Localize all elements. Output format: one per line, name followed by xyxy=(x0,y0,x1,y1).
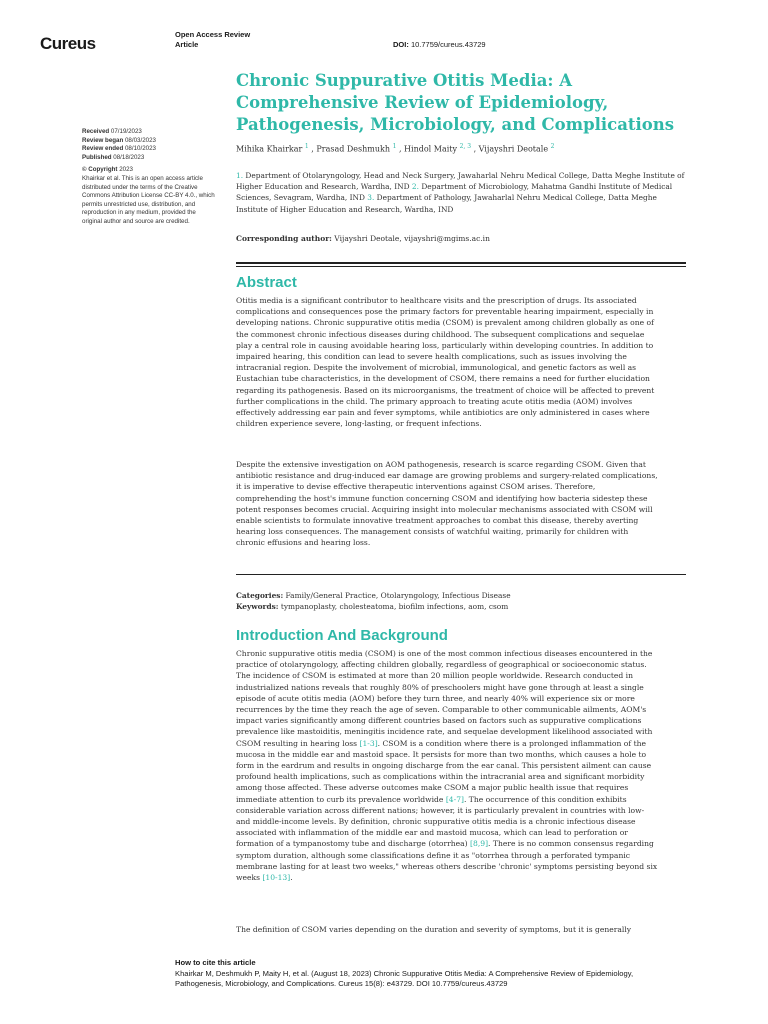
text-line xyxy=(236,827,688,838)
abstract-paragraph-1 xyxy=(236,295,688,429)
affiliation-text: Department of Microbiology, Mahatma Gandhi Institute of Medical Sciences, Sevagram, Wardha, IND xyxy=(236,182,673,203)
text-line xyxy=(236,693,688,704)
affiliation-number: 2. xyxy=(411,182,419,192)
author-affiliation-mark: 2, 3 xyxy=(459,143,472,150)
author-name[interactable]: Vijayshri Deotale xyxy=(478,144,549,154)
text-line: it is imperative to devise effective therapeutic interventions against CSOM arises. Therefore, xyxy=(236,482,596,492)
corresponding-value[interactable]: Vijayshri Deotale, vijayshri@mgims.ac.in xyxy=(331,234,490,243)
text-line xyxy=(236,850,688,861)
text-segment: profound health implications, such as complications within the intracranial area and significant morbidity xyxy=(236,772,645,782)
text-line: Despite the extensive investigation on AOM pathogenesis, research is scarce regarding CSOM. Given that xyxy=(236,460,646,469)
doi-value[interactable]: 10.7759/cureus.43729 xyxy=(410,40,486,49)
author-name[interactable]: Prasad Deshmukh xyxy=(316,144,391,154)
section-divider xyxy=(236,266,686,267)
author-name[interactable]: Hindol Maity xyxy=(404,144,458,154)
text-segment: recurrences by the time they reach the age of seven. Comparable to other communicable ailments, AOM's xyxy=(236,705,647,715)
text-segment: immediate attention to curb its prevalence worldwide xyxy=(236,794,446,804)
review-began-date xyxy=(82,137,217,146)
text-line xyxy=(236,715,688,726)
review-began-label: Review began xyxy=(82,136,124,144)
categories xyxy=(236,590,686,601)
cite-line: Pathogenesis, Microbiology, and Complications. Cureus 15(8): e43729. DOI 10.7759/cureus.43729 xyxy=(175,979,508,988)
text-line: developing nations. Chronic suppurative otitis media (CSOM) is prevalent among children globally as one of xyxy=(236,318,654,328)
text-line xyxy=(236,782,688,793)
text-segment: industrialized nations reveals that roughly 80% of preschoolers might have gone through at least a single xyxy=(236,682,644,692)
text-line: Eustachian tube characteristics, in the development of CSOM, there remains a need for further elucidation xyxy=(236,374,650,384)
abstract-paragraph-2 xyxy=(236,459,688,549)
keywords-value: tympanoplasty, cholesteatoma, biofilm infections, aom, csom xyxy=(278,602,509,611)
text-line: potent responses becomes crucial. Acquiring insight into molecular mechanisms associated with CSOM will xyxy=(236,504,653,514)
text-segment: symptom duration, although some classifications define it as "otorrhea through a perforated tympanic xyxy=(236,850,631,860)
text-line xyxy=(236,738,688,749)
text-line: play a central role in causing avoidable hearing loss, particularly within developing countries. In addition to xyxy=(236,340,654,350)
reference-link[interactable]: [1-3] xyxy=(359,738,378,748)
cite-label: How to cite this article xyxy=(175,958,256,967)
affiliations xyxy=(236,170,691,215)
text-line xyxy=(236,670,688,681)
keywords xyxy=(236,601,686,612)
received-label: Received xyxy=(82,128,110,135)
review-ended-date xyxy=(82,145,217,154)
section-divider xyxy=(236,574,686,575)
text-line xyxy=(236,648,688,659)
categories-value: Family/General Practice, Otolaryngology, Infectious Disease xyxy=(283,591,511,600)
author-separator: , xyxy=(308,144,317,154)
author-list xyxy=(236,143,676,154)
text-segment: among those affected. These adverse outcomes make CSOM a major public health issue that requires xyxy=(236,783,629,793)
reference-link[interactable]: [8,9] xyxy=(470,839,489,849)
text-segment: . The occurrence of this condition exhibits xyxy=(463,794,627,804)
text-line: enable scientists to formulate innovative treatment approaches to combat this disease, thereby averting xyxy=(236,516,639,526)
text-segment: . There is no common consensus regarding xyxy=(488,839,654,849)
review-ended-label: Review ended xyxy=(82,145,124,153)
introduction-paragraph-2 xyxy=(236,924,688,935)
categories-label: Categories: xyxy=(236,591,284,600)
introduction-paragraph-1 xyxy=(236,648,688,883)
copyright-year: 2023 xyxy=(117,166,133,174)
article-type-line1: Open Access Review xyxy=(175,30,251,39)
text-segment: considerable variation across different nations; however, it is particularly prevalent in countries with low- xyxy=(236,805,645,815)
section-divider xyxy=(236,262,686,264)
title-line: Chronic Suppurative Otitis Media: A xyxy=(236,71,573,90)
text-segment: prevalence like mastoiditis, meningitis incidence rate, and sequelae development likelihood associated with xyxy=(236,727,653,737)
text-line xyxy=(236,794,688,805)
text-segment: formation of a tympanostomy tube and discharge (otorrhea) xyxy=(236,839,471,849)
license-text: Khairkar et al. This is an open access article distributed under the terms of the Creative Commons Attribution License CC-BY 4.0., which permits unrestricted use, distribution, and reproduction in any medium, provided the original author and source are credited. xyxy=(82,174,215,225)
text-segment: Chronic suppurative otitis media (CSOM) is one of the most common infectious diseases encountered in the xyxy=(236,649,653,658)
article-type xyxy=(175,30,295,50)
author-affiliation-mark: 1 xyxy=(304,143,309,150)
keywords-label: Keywords: xyxy=(236,602,279,611)
text-line: children experience severe, long-lasting, or frequent infections. xyxy=(236,419,482,429)
text-segment: membrane lasting for at least two weeks," whereas others describe 'chronic' symptoms persisting beyond six xyxy=(236,861,658,871)
text-line: The definition of CSOM varies depending on the duration and severity of symptoms, but it is generally xyxy=(236,925,632,934)
text-line: comprehending the host's immune function concerning CSOM and identifying how bacteria sidestep these xyxy=(236,493,648,503)
text-line: Otitis media is a significant contributor to healthcare visits and the prescription of drugs. Its associated xyxy=(236,296,637,305)
text-line: regarding its pathogenesis. Based on its microorganisms, the treatment of choice will be affected to prevent xyxy=(236,385,655,395)
text-segment: form in the eardrum and results in ongoing discharge from the ear canal. This persistent ailment can cause xyxy=(236,761,652,771)
text-line xyxy=(236,805,688,816)
how-to-cite xyxy=(175,958,735,990)
cite-line: Khairkar M, Deshmukh P, Maity H, et al. (August 18, 2023) Chronic Suppurative Otitis Media: A Comprehensive Review of Epidemiology, xyxy=(175,968,634,978)
author-separator: , xyxy=(396,144,405,154)
text-line: the commonest chronic infectious diseases during childhood. The subsequent complications and sequelae xyxy=(236,329,645,339)
text-segment: weeks xyxy=(236,873,263,883)
introduction-heading: Introduction And Background xyxy=(236,627,448,644)
author-separator: , xyxy=(471,144,479,154)
text-line: complications and consequences pose the primary factors for preventable hearing impairment, especially in xyxy=(236,307,654,317)
text-line xyxy=(236,682,688,693)
affiliation-text: Department of Otolaryngology, Head and Neck Surgery, Jawaharlal Nehru Medical College, Datta Meghe Institute of Higher Education and Research, Wardha, IND xyxy=(236,171,685,192)
text-segment: and middle-income levels. By definition, chronic suppurative otitis media is a chronic infectious disease xyxy=(236,817,636,827)
affiliation-number: 3. xyxy=(367,193,375,203)
affiliation-number: 1. xyxy=(236,171,244,180)
received-value: 07/19/2023 xyxy=(109,128,142,135)
text-line xyxy=(236,872,688,883)
text-line: impaired hearing, this condition can lead to severe health complications, such as issues involving the xyxy=(236,352,627,362)
review-began-value: 08/03/2023 xyxy=(123,136,156,144)
text-line xyxy=(236,659,688,670)
text-segment: mucosa in the middle ear and mastoid space. It persists for more than two months, which causes a hole to xyxy=(236,749,647,759)
corresponding-author xyxy=(236,234,676,243)
text-segment: The incidence of CSOM is estimated at more than 20 million people worldwide. Research conducted in xyxy=(236,671,634,681)
categories-block xyxy=(236,590,686,612)
text-line xyxy=(236,704,688,715)
article-type-line2: Article xyxy=(175,40,199,49)
affiliation-text: Department of Pathology, Jawaharlal Nehru Medical College, Datta Meghe Institute of Higher Education and Research, Wardha, IND xyxy=(236,193,657,214)
published-value: 08/18/2023 xyxy=(111,153,145,161)
text-line xyxy=(236,771,688,782)
text-line xyxy=(236,760,688,771)
text-line: hearing loss consequences. The management consists of watchful waiting, primarily for children with xyxy=(236,527,629,537)
abstract-heading: Abstract xyxy=(236,274,297,291)
text-segment: impact varies significantly among different countries based on factors such as suppurative complications xyxy=(236,716,642,726)
title-line: Comprehensive Review of Epidemiology, xyxy=(236,93,609,112)
author-name[interactable]: Mihika Khairkar xyxy=(236,144,303,154)
text-segment: practice of otolaryngology, affecting children globally, regardless of geographical or socioeconomic status. xyxy=(236,660,647,670)
text-line: chronic effusions and hearing loss. xyxy=(236,538,371,548)
author-affiliation-mark: 2 xyxy=(550,143,555,150)
text-segment: associated with inflammation of the middle ear and mastoid mucosa, which can lead to perforation or xyxy=(236,828,628,838)
text-line xyxy=(236,749,688,760)
text-line xyxy=(236,816,688,827)
publication-history xyxy=(82,128,217,227)
text-line: intracranial region. Despite the involvement of microbial, immunological, and genetic factors as well as xyxy=(236,363,637,373)
review-ended-value: 08/10/2023 xyxy=(123,145,156,153)
published-label: Published xyxy=(82,153,112,161)
reference-link[interactable]: [4-7] xyxy=(445,794,464,804)
copyright-label: © Copyright xyxy=(82,166,118,174)
published-date xyxy=(82,154,217,163)
title-line: Pathogenesis, Microbiology, and Complications xyxy=(236,115,675,134)
text-segment: . CSOM is a condition where there is a prolonged inflammation of the xyxy=(377,738,647,748)
text-line: further complications in the child. The primary approach to treating acute otitis media (AOM) involves xyxy=(236,396,633,406)
text-line xyxy=(236,861,688,872)
text-line: antibiotic resistance and drug-induced ear damage are growing problems and surgery-related complications, xyxy=(236,471,658,481)
doi xyxy=(393,40,486,49)
reference-link[interactable]: [10-13] xyxy=(262,873,291,883)
corresponding-label: Corresponding author: xyxy=(236,234,332,243)
article-title xyxy=(236,70,696,136)
text-segment: episode of acute otitis media (AOM) before they turn three, and nearly 40% will experience six or more xyxy=(236,693,635,703)
text-line: effectively addressing ear pain and fever symptoms, while antibiotics are only administered in cases where xyxy=(236,408,650,418)
text-segment: CSOM resulting in hearing loss xyxy=(236,738,360,748)
text-line xyxy=(236,726,688,737)
copyright xyxy=(82,166,217,175)
doi-label: DOI: xyxy=(393,40,409,49)
author-affiliation-mark: 1 xyxy=(392,143,397,150)
received-date xyxy=(82,128,217,137)
text-segment: . xyxy=(290,873,293,883)
text-line xyxy=(236,838,688,849)
journal-logo: Cureus xyxy=(40,34,96,53)
